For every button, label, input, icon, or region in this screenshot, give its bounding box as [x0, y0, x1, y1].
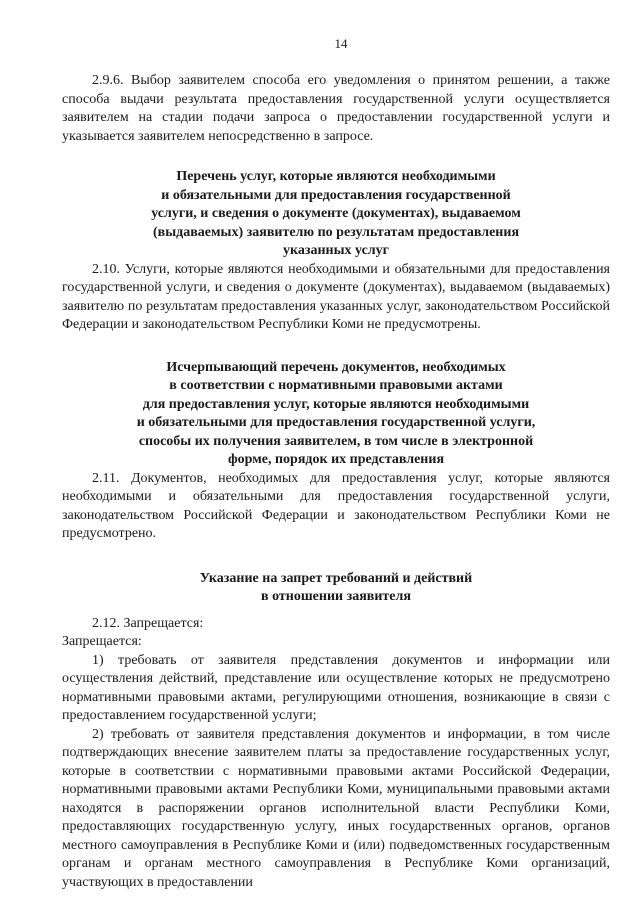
heading-line: указанных услуг [282, 243, 390, 258]
heading-line: услуги, и сведения о документе (документах), выдаваемом [151, 206, 521, 221]
paragraph-prohibited: Запрещается: [62, 634, 142, 649]
section-heading-documents-list [62, 359, 610, 470]
paragraph-2-9-6: 2.9.6. Выбор заявителем способа его уведомления о принятом решении, а также способа выдачи результата предоставления государственной услуги осуществляется заявителем на стадии подачи запроса о предоставлении государственной услуги и указывается заявителем непосредственно в запросе. [62, 73, 610, 144]
heading-line: в соответствии с нормативными правовыми актами [169, 378, 503, 393]
paragraph-2-10: 2.10. Услуги, которые являются необходимыми и обязательными для предоставления государственной услуги, и сведения о документе (документах), выдаваемом (выдаваемых) заявителю по результатам предоставления указанных услуг, законодательством Российской Федерации и законодательством Республики Коми не предусмотрены. [62, 261, 610, 332]
heading-line: в отношении заявителя [261, 589, 411, 604]
paragraph-2-12: 2.12. Запрещается: [92, 615, 204, 631]
paragraph-2-11: 2.11. Документов, необходимых для предоставления услуг, которые являются необходимыми и обязательными для предоставления государственной услуги, законодательством Российской Федерации и законодательством Республики Коми не предусмотрено. [62, 470, 610, 541]
heading-line: форме, порядок их представления [227, 452, 445, 467]
section-heading-prohibition [62, 570, 610, 607]
heading-line: Указание на запрет требований и действий [199, 570, 473, 586]
heading-line: и обязательными для предоставления государственной услуги, [136, 415, 536, 430]
heading-line: для предоставления услуг, которые являются необходимыми [142, 396, 530, 412]
heading-line: и обязательными для предоставления государственной [161, 187, 511, 203]
heading-line: способы их получения заявителем, в том числе в электронной [138, 433, 534, 449]
list-item-1: 1) требовать от заявителя представления документов и информации или осуществления действий, представление или осуществление которых не предусмотрено нормативными правовыми актами, регулирующими отношения, возникающие в связи с предоставлением государственной услуги; [62, 652, 610, 723]
section-heading-services-list [62, 168, 610, 261]
heading-line: Перечень услуг, которые являются необходимыми [176, 169, 496, 184]
page-number: 14 [334, 36, 348, 51]
heading-line: (выдаваемых) заявителю по результатам предоставления [152, 224, 520, 240]
list-item-2: 2) требовать от заявителя представления документов и информации, в том числе подтверждающих внесение заявителем платы за предоставление государственных услуг, которые в соответствии с нормативными правовыми актами Российской Федерации, нормативными правовыми актами Республики Коми, муниципальными правовыми актами находятся в распоряжении органов исполнительной власти Республики Коми, предоставляющих государственную услугу, иных государственных органов, органов местного самоуправления в Республике Коми и (или) подведомственных государственным органам и органам местного самоуправления в Республике Коми организаций, участвующих в предоставлении [62, 726, 610, 890]
heading-line: Исчерпывающий перечень документов, необходимых [166, 359, 506, 375]
